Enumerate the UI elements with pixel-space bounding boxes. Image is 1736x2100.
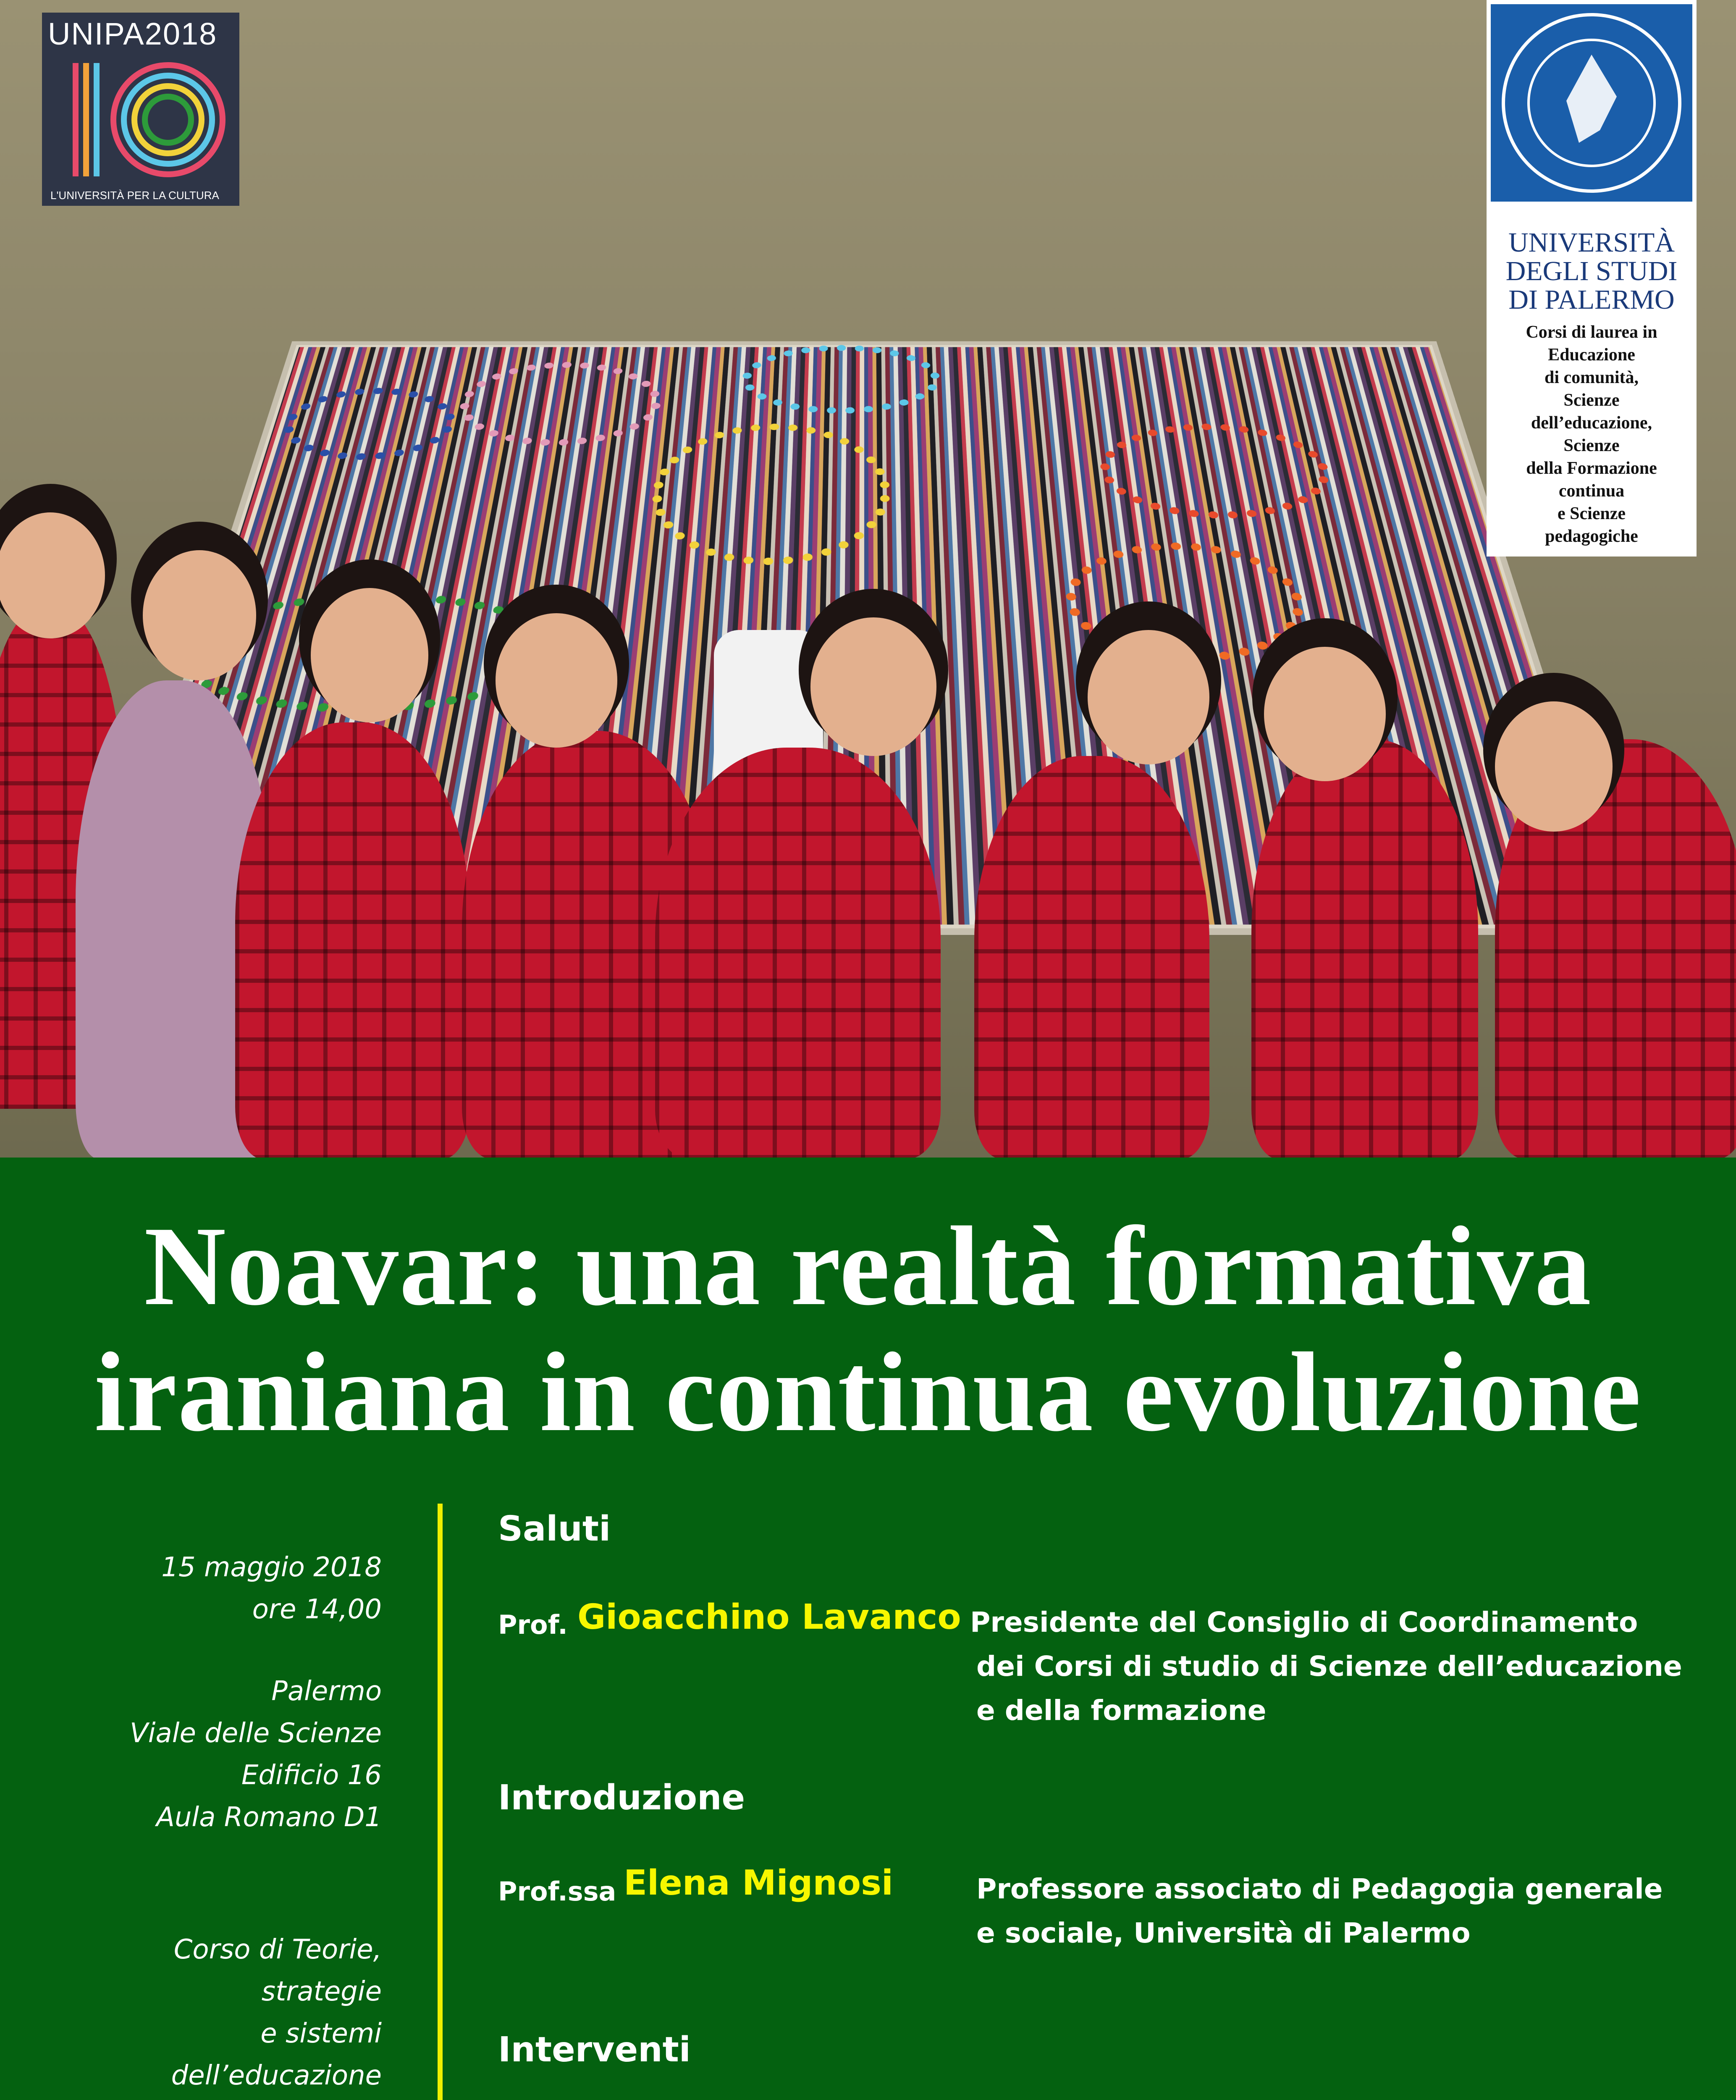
child-face <box>496 613 617 748</box>
speaker-prefix: Prof. <box>498 1609 568 1640</box>
location-line: Edificio 16 <box>241 1760 382 1791</box>
child-face <box>1495 701 1613 832</box>
speaker-name: Gioacchino Lavanco <box>577 1597 961 1637</box>
speaker-name: Elena Mignosi <box>624 1863 894 1903</box>
course-line: Corso di Teorie, <box>173 1934 382 1965</box>
speaker-prefix: Prof.ssa <box>498 1876 616 1907</box>
section-heading-saluti: Saluti <box>498 1509 611 1549</box>
courses-line: Scienze <box>1563 436 1620 455</box>
university-logo-box <box>1487 0 1697 556</box>
section-heading-introduzione: Introduzione <box>498 1778 745 1818</box>
vertical-divider <box>438 1504 443 2100</box>
university-name-line2: DEGLI STUDI <box>1505 256 1678 286</box>
location-line: Aula Romano D1 <box>156 1802 382 1833</box>
courses-line: dell’educazione, <box>1531 413 1652 433</box>
child-face <box>1264 647 1386 781</box>
courses-line: della Formazione <box>1526 459 1657 478</box>
event-time: ore 14,00 <box>252 1594 382 1625</box>
event-title-line1: Noavar: una realtà formativa <box>144 1203 1592 1329</box>
speaker-role-line: dei Corsi di studio di Scienze dell’educazione <box>976 1650 1682 1683</box>
child-face <box>0 512 105 638</box>
child-face <box>1088 630 1209 764</box>
courses-line: continua <box>1558 481 1625 501</box>
blue-dot-pattern <box>273 388 462 460</box>
courses-line: Educazione <box>1548 345 1635 365</box>
courses-line: pedagogiche <box>1545 527 1638 546</box>
cyan-dot-pattern <box>740 345 942 413</box>
speaker-role-line: Presidente del Consiglio di Coordinamento <box>970 1606 1638 1638</box>
child-5 <box>655 748 941 1158</box>
speaker-role-line: e della formazione <box>976 1694 1267 1727</box>
course-line: e sistemi <box>260 2018 382 2049</box>
speaker-role-line: e sociale, Università di Palermo <box>976 1917 1471 1949</box>
child-3 <box>235 722 470 1158</box>
child-7 <box>1251 739 1478 1158</box>
course-line: dell’educazione <box>171 2060 382 2091</box>
event-title-line2: iraniana in continua evoluzione <box>94 1329 1642 1455</box>
course-line: strategie <box>261 1976 382 2007</box>
child-6 <box>974 756 1209 1158</box>
unipa-2018-logo <box>42 13 239 206</box>
courses-line: di comunità, <box>1544 368 1639 387</box>
university-name-line3: DI PALERMO <box>1508 284 1675 315</box>
unipa-10-mark-icon <box>50 55 231 185</box>
pink-dot-pattern <box>451 362 666 446</box>
location-line: Palermo <box>271 1676 382 1707</box>
courses-line: Corsi di laurea in <box>1526 323 1657 342</box>
courses-line: e Scienze <box>1557 504 1626 523</box>
speaker-role-line: Professore associato di Pedagogia generale <box>976 1873 1663 1905</box>
unipa-logo-subtitle: L'UNIVERSITÀ PER LA CULTURA <box>50 189 219 202</box>
courses-line: Scienze <box>1563 391 1620 410</box>
section-heading-interventi: Interventi <box>498 2030 691 2070</box>
location-line: Viale delle Scienze <box>129 1718 382 1749</box>
unipa-logo-title: UNIPA2018 <box>48 16 218 51</box>
children-group <box>0 504 1736 1158</box>
university-seal-icon <box>1491 4 1692 202</box>
event-date: 15 maggio 2018 <box>161 1552 382 1583</box>
child-face <box>311 588 428 722</box>
university-name-line1: UNIVERSITÀ <box>1508 227 1675 258</box>
child-face <box>143 550 256 680</box>
child-face <box>810 617 936 756</box>
